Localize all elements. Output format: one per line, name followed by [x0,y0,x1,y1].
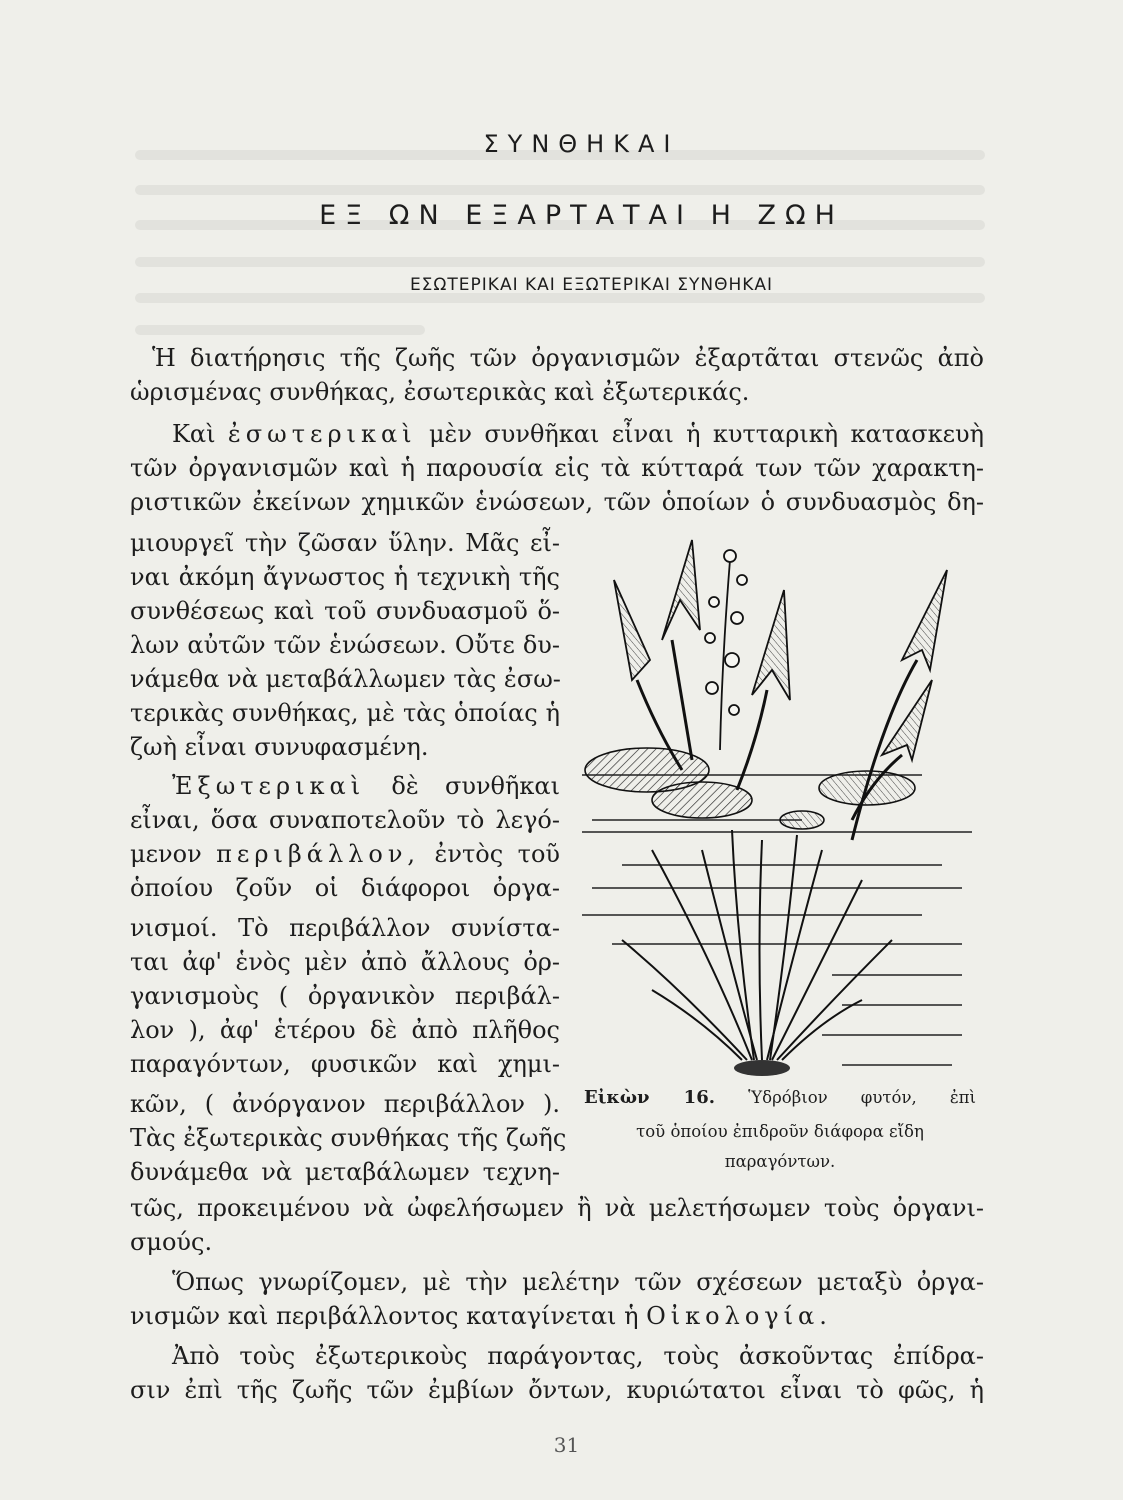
text-line: τῶς, προκειμένου νὰ ὠφελήσωμεν ἢ νὰ μελετήσωμεν τοὺς ὀργανι- [130,1194,984,1222]
text-line: κῶν, ( ἀνόργανον περιβάλλον ). [130,1090,560,1118]
text-line: ὡρισμένας συνθήκας, ἐσωτερικὰς καὶ ἐξωτερικάς. [130,378,750,406]
section-subtitle: ΕΣΩΤΕΡΙΚΑΙ ΚΑΙ ΕΞΩΤΕΡΙΚΑΙ ΣΥΝΘΗΚΑΙ [409,275,774,295]
text-line: Ἐξωτερικαὶ δὲ συνθῆκαι [172,772,560,800]
text-line: τῶν ὀργανισμῶν καὶ ἡ παρουσία εἰς τὰ κύτταρά των τῶν χαρακτη- [130,454,984,482]
root-mass [734,1060,790,1076]
text-line: γανισμοὺς ( ὀργανικὸν περιβάλ- [130,982,560,1010]
figure-caption-line: παραγόντων. [724,1152,836,1171]
text-line: εἶναι, ὅσα συναποτελοῦν τὸ λεγό- [130,806,560,834]
figure-label: Εἰκὼν 16. [584,1087,715,1108]
spaced-term: Οἰκολογία. [646,1302,832,1330]
text-line: λον ), ἀφ' ἑτέρου δὲ ἀπὸ πλῆθος [130,1016,560,1044]
text-line: δυνάμεθα νὰ μεταβάλωμεν τεχνη- [130,1158,560,1186]
text-line: νισμῶν καὶ περιβάλλοντος καταγίνεται ἡ Οἰκολογία. [130,1302,832,1330]
text-line: ζωὴ εἶναι συνυφασμένη. [130,733,429,761]
text-line: λων αὐτῶν τῶν ἑνώσεων. Οὔτε δυ- [130,631,560,659]
text-line: νάμεθα νὰ μεταβάλλωμεν τὰς ἐσω- [130,665,561,693]
chapter-title-line-2: ΕΞ ΩΝ ΕΞΑΡΤΑΤΑΙ Η ΖΩΗ [319,200,844,231]
arrowhead-leaves [614,540,947,760]
text-line: ριστικῶν ἐκείνων χημικῶν ἑνώσεων, τῶν ὁποίων ὁ συνδυασμὸς δη- [130,488,984,516]
aquatic-plant-illustration [562,520,990,1090]
figure-caption-line: Εἰκὼν 16. Ὑδρόβιον φυτόν, ἐπὶ [584,1087,976,1108]
spaced-term: Ἐξωτερικαὶ [172,772,366,800]
text-line: συνθέσεως καὶ τοῦ συνδυασμοῦ ὅ- [130,597,560,625]
text-line: Ἀπὸ τοὺς ἐξωτερικοὺς παράγοντας, τοὺς ἀσκοῦντας ἐπίδρα- [172,1342,984,1370]
text-line: Ἡ διατήρησις τῆς ζωῆς τῶν ὀργανισμῶν ἐξαρτᾶται στενῶς ἀπὸ [152,344,984,372]
text-line: σιν ἐπὶ τῆς ζωῆς τῶν ἐμβίων ὄντων, κυριώτατοι εἶναι τὸ φῶς, ἡ [130,1376,984,1404]
text-line: Καὶ ἐσωτερικαὶ μὲν συνθῆκαι εἶναι ἡ κυτταρικὴ κατασκευὴ [172,420,984,448]
text-line: ὁποίου ζοῦν οἱ διάφοροι ὀργα- [130,874,560,902]
text-line: Ὅπως γνωρίζομεν, μὲ τὴν μελέτην τῶν σχέσεων μεταξὺ ὀργα- [172,1268,984,1296]
figure-caption-line: τοῦ ὁποίου ἐπιδροῦν διάφορα εἴδη [636,1122,924,1141]
text-line: νισμοί. Τὸ περιβάλλον συνίστα- [130,914,560,942]
text-line: σμούς. [130,1228,213,1256]
text-line: τερικὰς συνθήκας, μὲ τὰς ὁποίας ἡ [130,699,560,727]
text-line: παραγόντων, φυσικῶν καὶ χημι- [130,1050,560,1078]
text-line: ναι ἀκόμη ἄγνωστος ἡ τεχνικὴ τῆς [130,563,560,591]
text-line: ται ἀφ' ἑνὸς μὲν ἀπὸ ἄλλους ὀρ- [130,948,560,976]
text-line: Τὰς ἐξωτερικὰς συνθήκας τῆς ζωῆς [130,1124,567,1152]
chapter-title: ΣΥΝΘΗΚΑΙ [483,130,680,158]
text-line: μιουργεῖ τὴν ζῶσαν ὕλην. Μᾶς εἶ- [130,529,560,557]
text-line: μενον περιβάλλον, ἐντὸς τοῦ [130,840,560,868]
flower-stalk [705,550,747,750]
spaced-term: περιβάλλον, [216,840,421,868]
spaced-term: ἐσωτερικαὶ [227,420,417,448]
page-number: 31 [553,1433,580,1457]
